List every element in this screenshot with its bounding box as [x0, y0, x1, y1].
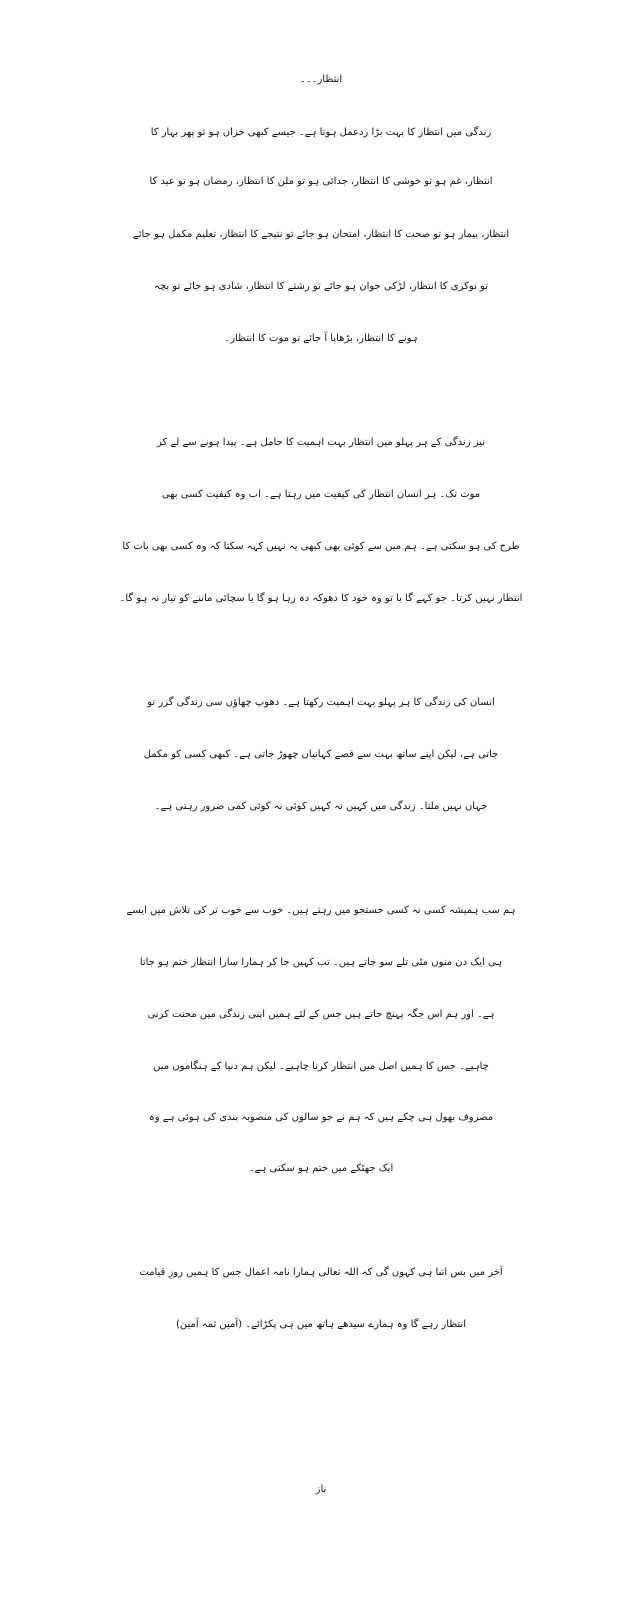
text-line: تو نوکری کا انتظار، لڑکی جوان ہو جائے تو رشتے کا انتظار، شادی ہو جائے تو بچہ [154, 281, 488, 292]
text-line: انتظار، غم ہو تو خوشی کا انتظار، جدائی ہو تو ملن کا انتظار، رمضان ہو تو عید کا [149, 176, 493, 187]
text-line: انسان کی زندگی کا ہر پہلو بہت اہمیت رکھتا ہے۔ دھوپ چھاؤں سی زندگی گزر تو [147, 697, 495, 708]
text-line: ایک جھٹکے میں ختم ہو سکتی ہے۔ [248, 1163, 394, 1174]
text-line: چاہیے۔ جس کا ہمیں اصل میں انتظار کرنا چاہیے۔ لیکن ہم دنیا کے ہنگاموں میں [153, 1061, 489, 1072]
text-line: جاتی ہے، لیکن اپنے ساتھ بہت سے قصے کہانیاں چھوڑ جاتی ہے۔ کبھی کسی کو مکمل [143, 749, 499, 760]
article-title: انتظار۔۔۔ [299, 74, 343, 85]
text-line: زندگی میں انتظار کا بہت بڑا ردعمل ہوتا ہے۔ جیسے کبھی خزاں ہو تو پھر بہار کا [150, 127, 492, 138]
text-line: مصروف بھول ہی چکے ہیں کہ ہم نے جو سالوں کی منصوبہ بندی کی ہوئی ہے وہ [148, 1112, 494, 1123]
text-line: طرح کی ہو سکتی ہے۔ ہم میں سے کوئی بھی کبھی یہ نہیں کہہ سکتا کہ وہ کسی بھی بات کا [122, 541, 520, 552]
author-signature: ناز [315, 1484, 327, 1495]
text-line: آخر میں بس اتنا ہی کہوں گی کہ اللہ تعالی ہمارا نامہ اعمال جس کا ہمیں روزِ قیامت [139, 1267, 503, 1278]
text-line: موت تک۔ ہر انسان انتظار کی کیفیت میں رہتا ہے۔ اب وہ کیفیت کسی بھی [161, 489, 481, 500]
text-line: انتظار، بیمار ہو تو صحت کا انتظار، امتحان ہو جائے تو نتیجے کا انتظار، تعلیم مکمل ہو جائے [132, 229, 510, 240]
text-line: انتظار نہیں کرتا۔ جو کہے گا یا تو وہ خود کا دھوکہ دہ رہا ہو گا یا سچائی ماننے کو تیار نہ ہو گا۔ [119, 593, 523, 604]
text-line: انتظار رہے گا وہ ہمارے سیدھے ہاتھ میں ہی پکڑائے۔ (آمین ثمہ آمین) [175, 1319, 467, 1330]
text-line: جہاں نہیں ملتا۔ زندگی میں کہیں نہ کہیں کوئی نہ کوئی کمی ضرور رہتی ہے۔ [154, 801, 488, 812]
text-line: ہم سب ہمیشہ کسی نہ کسی جستجو میں رہتے ہیں۔ خوب سے خوب تر کی تلاش میں ایسے [126, 905, 516, 916]
text-line: نیز زندگی کے ہر پہلو میں انتظار بہت اہمیت کا حامل ہے۔ پیدا ہونے سے لے کر [156, 437, 486, 448]
text-line: ہے۔ اور ہم اس جگہ پہنچ جاتے ہیں جس کے لئے ہمیں اپنی زندگی میں محنت کرنی [147, 1009, 495, 1020]
text-line: ہی ایک دن منوں مٹی تلے سو جاتے ہیں۔ تب کہیں جا کر ہمارا سارا انتظار ختم ہو جاتا [139, 957, 503, 968]
text-line: ہونے کا انتظار، بڑھاپا آ جائے تو موت کا انتظار۔ [224, 333, 418, 344]
